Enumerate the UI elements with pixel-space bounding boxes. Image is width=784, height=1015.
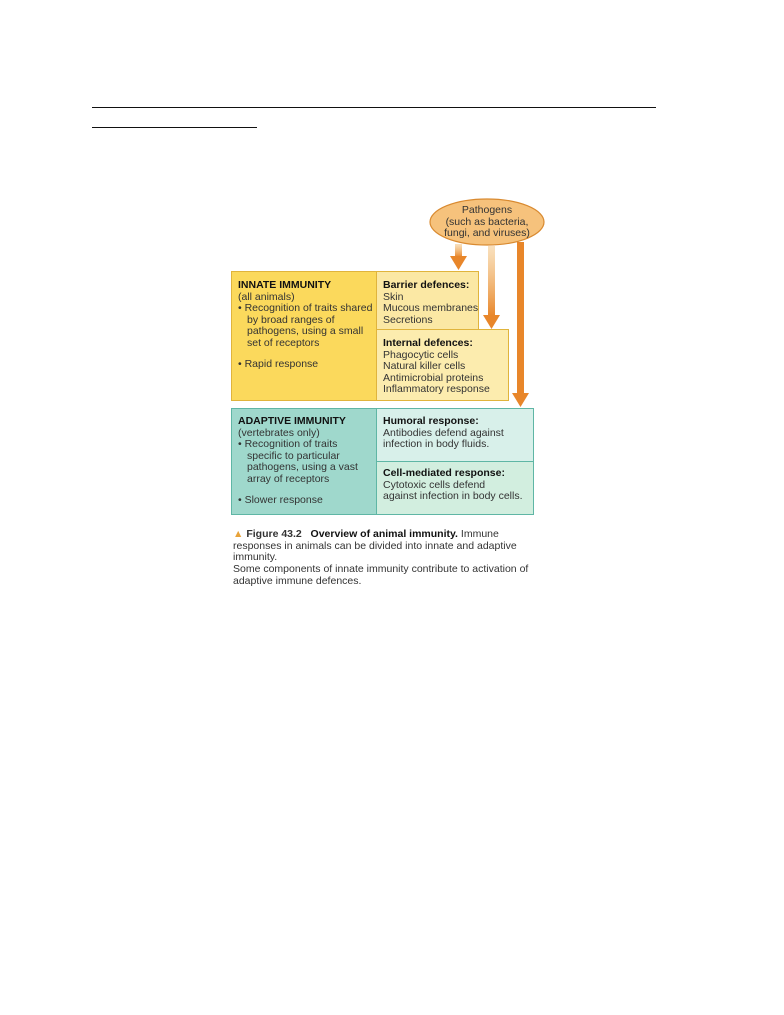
humoral-response-text bbox=[383, 416, 504, 451]
adaptive-title: ADAPTIVE IMMUNITY bbox=[238, 415, 346, 427]
cell-mediated-response-text bbox=[383, 468, 523, 503]
barrier-defences-text bbox=[383, 280, 478, 326]
barrier-item: Secretions bbox=[383, 313, 433, 326]
adaptive-bullet2: • Slower response bbox=[238, 494, 323, 506]
arrow-to-internal-head bbox=[483, 315, 500, 329]
caption-figure-number: Figure 43.2 bbox=[246, 528, 302, 540]
adaptive-bullet1-line: specific to particular bbox=[247, 449, 340, 462]
adaptive-immunity-text bbox=[238, 416, 358, 507]
adaptive-bullet1-line: pathogens, using a vast bbox=[247, 461, 358, 473]
caption-line: adaptive immune defences. bbox=[233, 574, 362, 587]
caption-text-first: Immune bbox=[460, 528, 499, 540]
barrier-title: Barrier defences: bbox=[383, 279, 470, 291]
innate-title: INNATE IMMUNITY bbox=[238, 279, 332, 291]
barrier-item: Mucous membranes bbox=[383, 302, 479, 314]
humoral-line: Antibodies defend against bbox=[383, 426, 504, 439]
innate-subtitle: (all animals) bbox=[238, 290, 295, 303]
pathogens-line: Pathogens bbox=[461, 204, 513, 216]
pathogens-label bbox=[430, 205, 544, 240]
caption-line: responses in animals can be divided into innate and adaptive immunity. bbox=[233, 539, 517, 564]
internal-item: Antimicrobial proteins bbox=[383, 371, 484, 384]
arrow-to-adaptive-head bbox=[512, 393, 529, 407]
internal-item: Phagocytic cells bbox=[383, 348, 459, 361]
arrow-to-adaptive-shaft bbox=[517, 242, 524, 394]
pathogens-line: fungi, and viruses) bbox=[444, 227, 530, 239]
humoral-line: infection in body fluids. bbox=[383, 438, 490, 450]
figure-caption bbox=[233, 529, 563, 588]
arrow-to-barrier-shaft bbox=[455, 244, 462, 257]
internal-title: Internal defences: bbox=[383, 337, 473, 349]
internal-item: Natural killer cells bbox=[383, 360, 466, 372]
innate-bullet2: • Rapid response bbox=[238, 358, 319, 370]
barrier-item: Skin bbox=[383, 290, 404, 303]
caption-line: Some components of innate immunity contribute to activation of bbox=[233, 563, 529, 576]
pathogens-line: (such as bacteria, bbox=[445, 215, 529, 228]
cellmediated-line: Cytotoxic cells defend bbox=[383, 478, 486, 491]
innate-bullet1-line: pathogens, using a small bbox=[247, 325, 364, 337]
innate-bullet1-line: set of receptors bbox=[247, 336, 320, 349]
adaptive-bullet1-line: array of receptors bbox=[247, 472, 330, 485]
arrow-to-internal-shaft bbox=[488, 246, 495, 316]
internal-item: Inflammatory response bbox=[383, 383, 490, 395]
humoral-title: Humoral response: bbox=[383, 415, 479, 427]
caption-triangle-icon: ▲ bbox=[233, 528, 244, 540]
innate-bullet1-line: by broad ranges of bbox=[247, 313, 335, 326]
adaptive-bullet1-line: • Recognition of traits bbox=[238, 438, 338, 450]
innate-immunity-text bbox=[238, 280, 372, 371]
innate-bullet1-line: • Recognition of traits shared bbox=[238, 302, 373, 314]
cellmediated-line: against infection in body cells. bbox=[383, 490, 523, 502]
internal-defences-text bbox=[383, 338, 490, 396]
caption-title: Overview of animal immunity. bbox=[310, 528, 458, 540]
adaptive-subtitle: (vertebrates only) bbox=[238, 426, 320, 439]
cellmediated-title: Cell-mediated response: bbox=[383, 467, 505, 479]
arrow-to-barrier-head bbox=[450, 256, 467, 270]
